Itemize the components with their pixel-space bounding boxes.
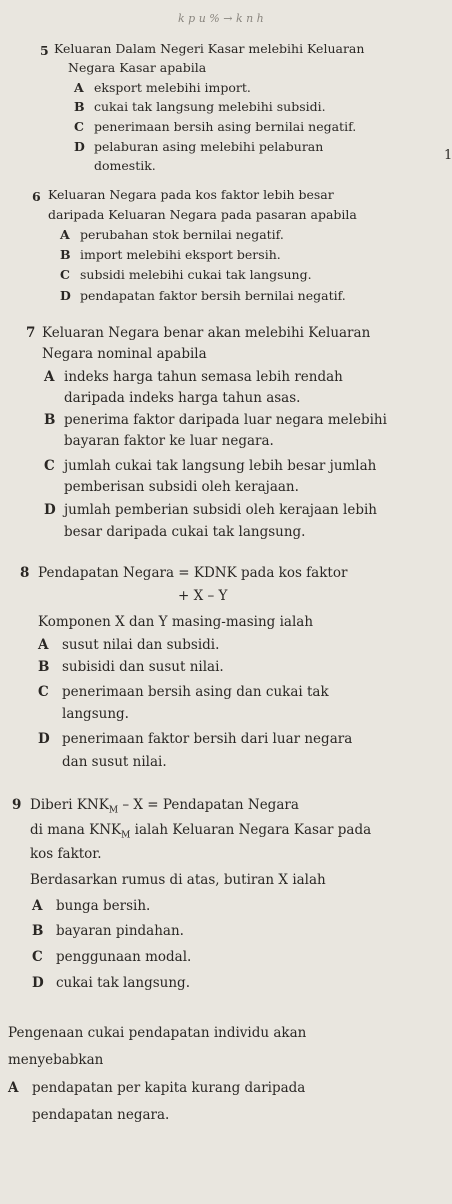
question-number: 9: [12, 797, 22, 813]
option-text: penerima faktor daripada luar negara melebihi: [64, 412, 387, 428]
option-letter: C: [32, 949, 43, 965]
option-letter: B: [60, 247, 71, 262]
margin-mark: 1: [444, 148, 452, 163]
option-text: pendapatan negara.: [32, 1107, 170, 1123]
option-letter: A: [8, 1080, 19, 1096]
option-text: indeks harga tahun semasa lebih rendah: [64, 369, 343, 385]
question-formula: + X – Y: [178, 588, 228, 604]
question-stem: menyebabkan: [8, 1052, 104, 1068]
question-stem: Pengenaan cukai pendapatan individu akan: [8, 1025, 307, 1041]
option-text: langsung.: [62, 706, 129, 722]
question-stem: kos faktor.: [30, 846, 102, 862]
option-text: susut nilai dan subsidi.: [62, 637, 220, 653]
question-stem: Negara nominal apabila: [42, 346, 207, 362]
option-letter: A: [44, 369, 55, 385]
option-text: subsidi melebihi cukai tak langsung.: [80, 267, 312, 282]
option-letter: B: [44, 412, 56, 428]
option-letter: A: [74, 80, 84, 95]
question-number: 8: [20, 565, 30, 581]
question-number: 6: [32, 189, 41, 204]
question-stem: Negara Kasar apabila: [68, 60, 207, 75]
option-text: bayaran faktor ke luar negara.: [64, 433, 274, 449]
option-letter: D: [38, 731, 50, 747]
option-text: penerimaan bersih asing dan cukai tak: [62, 684, 329, 700]
option-text: jumlah pemberian subsidi oleh kerajaan lebih: [64, 502, 377, 518]
option-letter: C: [38, 684, 49, 700]
option-letter: D: [74, 139, 85, 154]
option-text: eksport melebihi import.: [94, 80, 251, 95]
option-letter: B: [32, 923, 44, 939]
option-text: daripada indeks harga tahun asas.: [64, 390, 301, 406]
option-text: pendapatan per kapita kurang daripada: [32, 1080, 306, 1096]
option-text: cukai tak langsung melebihi subsidi.: [94, 99, 326, 114]
option-text: penggunaan modal.: [56, 949, 192, 965]
option-text: bunga bersih.: [56, 898, 151, 914]
question-stem: Pendapatan Negara = KDNK pada kos faktor: [38, 565, 348, 581]
question-stem: Komponen X dan Y masing-masing ialah: [38, 614, 314, 630]
option-letter: A: [60, 227, 70, 242]
option-text: jumlah cukai tak langsung lebih besar jumlah: [64, 458, 377, 474]
option-letter: D: [44, 502, 56, 518]
option-text: import melebihi eksport bersih.: [80, 247, 281, 262]
option-text: pelaburan asing melebihi pelaburan: [94, 139, 324, 154]
question-stem: Berdasarkan rumus di atas, butiran X ialah: [30, 872, 326, 888]
option-text: pendapatan faktor bersih bernilai negatif.: [80, 288, 346, 303]
option-letter: A: [32, 898, 43, 914]
option-letter: C: [44, 458, 55, 474]
option-text: pemberisan subsidi oleh kerajaan.: [64, 479, 299, 495]
handwritten-scribble: k p u % → k n h: [178, 12, 264, 25]
question-stem: Keluaran Dalam Negeri Kasar melebihi Keluaran: [54, 41, 365, 56]
option-text: subisidi dan susut nilai.: [62, 659, 224, 675]
option-letter: C: [60, 267, 70, 282]
option-text: dan susut nilai.: [62, 754, 167, 770]
option-text: perubahan stok bernilai negatif.: [80, 227, 284, 242]
option-letter: B: [38, 659, 50, 675]
option-letter: D: [32, 975, 44, 991]
question-number: 5: [40, 43, 49, 58]
question-number: 7: [26, 325, 36, 341]
question-stem: daripada Keluaran Negara pada pasaran apabila: [48, 207, 357, 222]
option-text: bayaran pindahan.: [56, 923, 184, 939]
option-letter: D: [60, 288, 71, 303]
question-stem: Keluaran Negara benar akan melebihi Keluaran: [42, 325, 371, 341]
question-formula: Diberi $KNK_M$ – X = Pendapatan Negara: [30, 797, 299, 816]
question-stem: di mana $KNK_M$ ialah Keluaran Negara Kasar pada: [30, 822, 372, 841]
option-text: domestik.: [94, 158, 156, 173]
option-letter: B: [74, 99, 85, 114]
option-text: penerimaan faktor bersih dari luar negara: [62, 731, 353, 747]
option-text: cukai tak langsung.: [56, 975, 190, 991]
option-letter: A: [38, 637, 49, 653]
option-text: besar daripada cukai tak langsung.: [64, 524, 306, 540]
option-text: penerimaan bersih asing bernilai negatif.: [94, 119, 357, 134]
option-letter: C: [74, 119, 84, 134]
question-stem: Keluaran Negara pada kos faktor lebih besar: [48, 187, 334, 202]
